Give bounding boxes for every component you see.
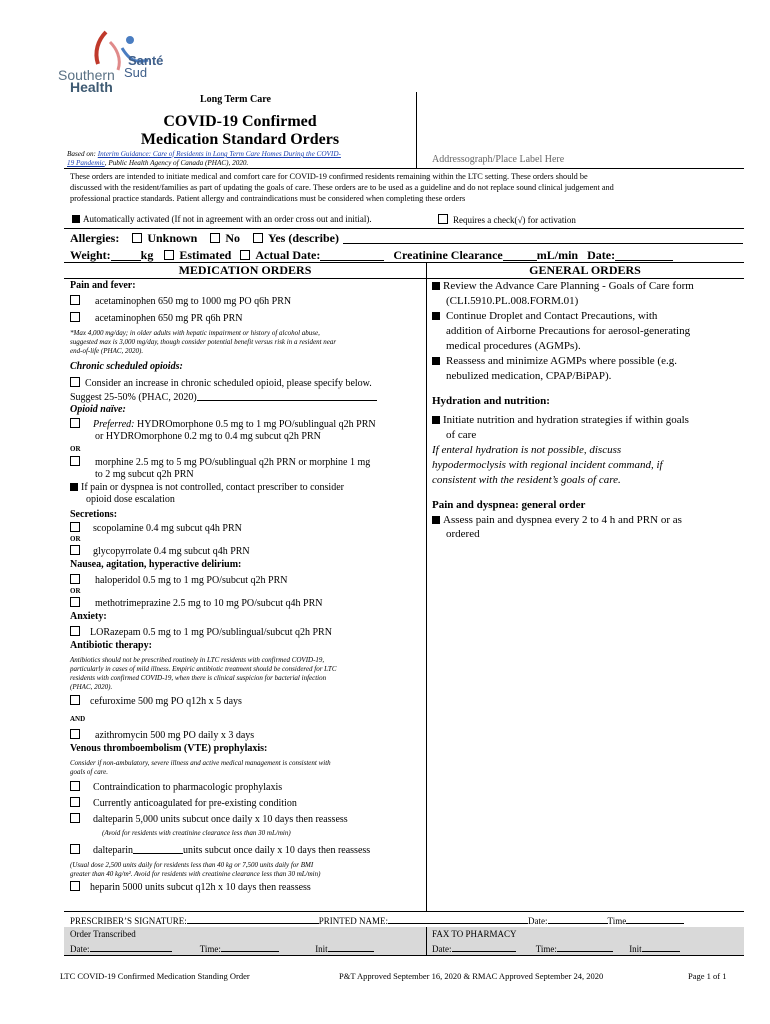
antibiotic-order-2-text: azithromycin 500 mg PO daily x 3 days bbox=[95, 730, 255, 741]
source-link[interactable]: Interim Guidance: Care of Residents in Long Term Care Homes During the COVID- bbox=[97, 150, 341, 158]
footer-page: Page 1 of 1 bbox=[688, 971, 727, 981]
auto-activated-text: Automatically activated (If not in agreement with an order cross out and initial). bbox=[83, 214, 372, 224]
transcribed-init-label: Init bbox=[315, 944, 328, 954]
nausea-order-2-text: methotrimeprazine 2.5 mg to 10 mg PO/subcut q4h PRN bbox=[95, 598, 323, 609]
general-order-2 bbox=[432, 310, 742, 323]
antibiotic-note-3: residents with confirmed COVID-19, when there is clinical suspicion for bacterial infection bbox=[70, 674, 327, 682]
pain-dyspnea-heading: Pain and dyspnea: general order bbox=[432, 499, 586, 511]
morphine-order bbox=[70, 456, 422, 469]
footer-left: LTC COVID-19 Confirmed Medication Standing Order bbox=[60, 971, 250, 981]
fax-to-pharmacy bbox=[432, 929, 742, 955]
filled-square-icon bbox=[432, 357, 440, 365]
transcribed-time-label: Time: bbox=[199, 944, 221, 954]
pain-note-1: *Max 4,000 mg/day; in older adults with hepatic impairment or history of alcohol abuse, bbox=[70, 329, 320, 337]
transcribed-date-field[interactable] bbox=[90, 942, 172, 952]
or-label-2: OR bbox=[70, 535, 81, 543]
dyspnea-order-text: If pain or dyspnea is not controlled, contact prescriber to consider bbox=[81, 482, 344, 493]
chronic-order-text: Consider an increase in chronic scheduled opioid, please specify below. bbox=[85, 378, 372, 389]
fax-date-field[interactable] bbox=[452, 942, 516, 952]
source-citation bbox=[67, 150, 412, 168]
order-transcribed-fields bbox=[70, 942, 420, 955]
source-prefix: Based on: bbox=[67, 150, 98, 158]
nausea-order-1 bbox=[70, 574, 422, 587]
vte-note bbox=[70, 759, 422, 777]
general-order-1-text: Review the Advance Care Planning - Goals of Care form bbox=[443, 280, 694, 292]
intro-top-border bbox=[64, 168, 744, 169]
vte-order-3 bbox=[70, 813, 422, 826]
general-order-3-text-2: nebulized medication, CPAP/BiPAP). bbox=[446, 370, 612, 382]
title-line-1: COVID-19 Confirmed bbox=[163, 113, 317, 130]
vte-note-1: Consider if non-ambulatory, severe illness and active medical management is consistent with bbox=[70, 759, 331, 767]
chronic-specify-field[interactable] bbox=[197, 390, 377, 401]
requires-check-note bbox=[438, 214, 576, 226]
creatinine-label: Creatinine Clearance bbox=[393, 248, 503, 262]
filled-square-icon bbox=[70, 483, 78, 491]
pain-order-1 bbox=[70, 295, 422, 308]
hydration-note-3: consistent with the resident’s goals of care. bbox=[432, 474, 621, 486]
creatinine-field[interactable] bbox=[503, 248, 537, 261]
chronic-order-checkbox[interactable] bbox=[70, 377, 80, 387]
general-order-2-text-3: medical procedures (AGMPs). bbox=[446, 340, 581, 352]
logo-sud: Sud bbox=[124, 65, 148, 80]
signature-row bbox=[70, 914, 742, 927]
intro-text bbox=[70, 171, 742, 204]
antibiotic-note-1: Antibiotics should not be prescribed routinely in LTC residents with confirmed COVID-19, bbox=[70, 656, 325, 664]
pain-order-1-text: acetaminophen 650 mg to 1000 mg PO q6h PRN bbox=[95, 296, 292, 307]
pain-order-2 bbox=[70, 312, 422, 325]
transcribed-time-field[interactable] bbox=[221, 942, 279, 952]
weight-label: Weight: bbox=[70, 248, 111, 262]
actual-date-field[interactable] bbox=[320, 248, 384, 261]
column-divider bbox=[426, 262, 427, 912]
columns-header-bottom bbox=[64, 278, 744, 279]
pain-dyspnea-order-text: Assess pain and dyspnea every 2 to 4 h and PRN or as bbox=[443, 514, 682, 526]
fax-time-label: Time: bbox=[535, 944, 557, 954]
vte-order-3-checkbox[interactable] bbox=[70, 813, 80, 823]
hydration-note-2: hypodermoclysis with regional incident command, if bbox=[432, 459, 663, 471]
vte-order-5-text: heparin 5000 units subcut q12h x 10 days then reassess bbox=[90, 882, 311, 893]
weight-field[interactable] bbox=[111, 248, 141, 261]
general-order-2-text: Continue Droplet and Contact Precautions, with bbox=[446, 310, 658, 322]
general-order-1-text-2: (CLI.5910.PL.008.FORM.01) bbox=[446, 295, 579, 307]
logo-southern: Southern bbox=[58, 67, 115, 83]
creatinine-date-label: Date: bbox=[587, 248, 616, 262]
filled-square-icon bbox=[432, 282, 440, 290]
transcription-divider bbox=[426, 927, 427, 955]
pain-dyspnea-order bbox=[432, 514, 742, 527]
logo-health: Health bbox=[70, 79, 113, 95]
signature-bottom-border bbox=[64, 955, 744, 956]
anxiety-order bbox=[70, 626, 422, 639]
pain-order-1-checkbox[interactable] bbox=[70, 295, 80, 305]
addressograph-divider bbox=[416, 92, 417, 168]
vte-order-1-text: Contraindication to pharmacologic prophylaxis bbox=[93, 782, 283, 793]
hydration-heading: Hydration and nutrition: bbox=[432, 395, 550, 407]
morphine-order-checkbox[interactable] bbox=[70, 456, 80, 466]
pain-note-2: suggested max is 3,000 mg/day, though consider potential benefit versus risk in a resident near bbox=[70, 338, 337, 346]
vte-note-2: goals of care. bbox=[70, 768, 109, 776]
vte-order-3-text: dalteparin 5,000 units subcut once daily x 10 days then reassess bbox=[93, 814, 348, 825]
signature-time-field[interactable] bbox=[626, 914, 684, 924]
pain-fever-heading: Pain and fever: bbox=[70, 280, 136, 291]
allergy-no-checkbox[interactable] bbox=[210, 233, 220, 243]
general-order-3 bbox=[432, 355, 742, 368]
allergy-unknown-checkbox[interactable] bbox=[132, 233, 142, 243]
anxiety-order-text: LORazepam 0.5 mg to 1 mg PO/sublingual/subcut q2h PRN bbox=[90, 627, 332, 638]
vte-order-5 bbox=[70, 881, 422, 894]
requires-check-text: Requires a check(√) for activation bbox=[453, 215, 576, 225]
vte-order-4-note-1: (Usual dose 2,500 units daily for residents less than 40 kg or 7,500 units daily for BMI bbox=[70, 861, 314, 869]
preferred-order-text: HYDROmorphone 0.5 mg to 1 mg PO/sublingual q2h PRN bbox=[134, 419, 376, 430]
antibiotic-heading: Antibiotic therapy: bbox=[70, 640, 152, 651]
filled-square-icon bbox=[432, 516, 440, 524]
order-transcribed bbox=[70, 929, 420, 955]
dyspnea-order bbox=[70, 482, 422, 494]
secretions-order-1-text: scopolamine 0.4 mg subcut q4h PRN bbox=[93, 523, 242, 534]
antibiotic-order-2 bbox=[70, 729, 422, 742]
or-label-1: OR bbox=[70, 445, 81, 453]
pain-order-2-text: acetaminophen 650 mg PR q6h PRN bbox=[95, 313, 243, 324]
estimated-label: Estimated bbox=[179, 248, 232, 262]
pain-note bbox=[70, 329, 422, 356]
general-order-1 bbox=[432, 280, 742, 293]
opioid-naive-heading: Opioid naïve: bbox=[70, 404, 126, 415]
vte-order-2 bbox=[70, 797, 422, 810]
general-order-3-text: Reassess and minimize AGMPs where possible (e.g. bbox=[446, 355, 677, 367]
chronic-order-2 bbox=[70, 390, 422, 404]
allergy-describe-line bbox=[343, 243, 743, 244]
vte-order-4-text: dalteparin bbox=[93, 845, 133, 856]
morphine-order-text-2: to 2 mg subcut q2h PRN bbox=[95, 469, 194, 480]
antibiotic-order-1-checkbox[interactable] bbox=[70, 695, 80, 705]
fax-date-label: Date: bbox=[432, 944, 452, 954]
secretions-order-2-text: glycopyrrolate 0.4 mg subcut q4h PRN bbox=[93, 546, 250, 557]
allergy-unknown-label: Unknown bbox=[147, 231, 198, 245]
allergies-label: Allergies: bbox=[70, 231, 120, 245]
vte-order-4-text-2: units subcut once daily x 10 days then reassess bbox=[182, 845, 371, 856]
preferred-label: Preferred: bbox=[93, 419, 135, 430]
vte-order-2-text: Currently anticoagulated for pre-existing condition bbox=[93, 798, 297, 809]
medication-orders-column bbox=[70, 280, 422, 894]
pain-order-2-checkbox[interactable] bbox=[70, 312, 80, 322]
nausea-order-1-checkbox[interactable] bbox=[70, 574, 80, 584]
printed-name-label: PRINTED NAME: bbox=[318, 916, 389, 926]
hydration-note-1: If enteral hydration is not possible, discuss bbox=[432, 444, 622, 456]
actual-date-label: Actual Date: bbox=[255, 248, 321, 262]
preferred-order-checkbox[interactable] bbox=[70, 418, 80, 428]
antibiotic-note-2: particularly in cases of mild illness. Empiric antibiotic treatment should be considered for LTC bbox=[70, 665, 337, 673]
fax-time-field[interactable] bbox=[557, 942, 613, 952]
allergy-yes-checkbox[interactable] bbox=[253, 233, 263, 243]
nausea-order-2-checkbox[interactable] bbox=[70, 597, 80, 607]
page-title bbox=[90, 113, 390, 149]
source-link-2[interactable]: 19 Pandemic bbox=[67, 159, 105, 167]
intro-line-1: These orders are intended to initiate medical and comfort care for COVID-19 confirmed residents remaining within the LTC setting. These orders should be bbox=[70, 172, 588, 181]
antibiotic-order-1-text: cefuroxime 500 mg PO q12h x 5 days bbox=[90, 696, 242, 707]
vte-order-2-checkbox[interactable] bbox=[70, 797, 80, 807]
antibiotic-order-1 bbox=[70, 695, 422, 708]
antibiotic-note bbox=[70, 656, 422, 692]
weight-actual-checkbox[interactable] bbox=[240, 250, 250, 260]
chronic-opioids-heading: Chronic scheduled opioids: bbox=[70, 361, 183, 372]
signature-date-field[interactable] bbox=[548, 914, 608, 924]
vte-order-5-checkbox[interactable] bbox=[70, 881, 80, 891]
and-label: AND bbox=[70, 715, 86, 723]
weight-estimated-checkbox[interactable] bbox=[164, 250, 174, 260]
hydration-order-text-2: of care bbox=[446, 429, 477, 441]
chronic-order-suggest: Suggest 25-50% (PHAC, 2020) bbox=[70, 392, 197, 403]
intro-line-2: discussed with the resident/families as part of updating the goals of care. These orders are to be used as a guideline and do not replace sound clinical judgement and bbox=[70, 183, 614, 192]
antibiotic-order-2-checkbox[interactable] bbox=[70, 729, 80, 739]
general-order-2-text-2: addition of Airborne Precautions for aerosol-generating bbox=[446, 325, 691, 337]
anxiety-order-checkbox[interactable] bbox=[70, 626, 80, 636]
pain-dyspnea-order-text-2: ordered bbox=[446, 528, 480, 540]
fax-fields bbox=[432, 942, 742, 955]
allergy-no-label: No bbox=[225, 231, 241, 245]
nausea-heading: Nausea, agitation, hyperactive delirium: bbox=[70, 559, 242, 570]
anxiety-heading: Anxiety: bbox=[70, 611, 107, 622]
nausea-order-1-text: haloperidol 0.5 mg to 1 mg PO/subcut q2h PRN bbox=[95, 575, 288, 586]
hydration-order bbox=[432, 414, 742, 427]
source-suffix: , Public Health Agency of Canada (PHAC), 2020. bbox=[104, 159, 249, 167]
vte-order-4-note-2: greater than 40 kg/m². Avoid for residents with creatinine clearance less than 30 mL/min) bbox=[70, 870, 321, 878]
addressograph-label: Addressograph/Place Label Here bbox=[432, 154, 565, 165]
dalteparin-dose-field[interactable] bbox=[133, 843, 183, 854]
vte-order-1 bbox=[70, 781, 422, 794]
fax-to-pharmacy-label: FAX TO PHARMACY bbox=[432, 929, 517, 939]
transcribed-date-label: Date: bbox=[70, 944, 90, 954]
antibiotic-note-4: (PHAC, 2020). bbox=[70, 683, 113, 691]
auto-activated-note bbox=[72, 214, 372, 225]
prescriber-signature-field[interactable] bbox=[187, 914, 319, 924]
fax-init-label: Init bbox=[629, 944, 642, 954]
title-line-2: Medication Standard Orders bbox=[140, 131, 340, 148]
allergy-yes-label: Yes (describe) bbox=[268, 231, 339, 245]
ltc-label: Long Term Care bbox=[200, 94, 271, 105]
creatinine-date-field[interactable] bbox=[615, 248, 673, 261]
order-transcribed-label: Order Transcribed bbox=[70, 929, 136, 939]
or-label-3: OR bbox=[70, 587, 81, 595]
intro-bottom-border bbox=[64, 228, 744, 229]
preferred-order bbox=[70, 418, 422, 431]
vte-order-3-note: (Avoid for residents with creatinine clearance less than 30 mL/min) bbox=[102, 829, 291, 837]
fax-init-field[interactable] bbox=[642, 942, 680, 952]
secretions-order-1-checkbox[interactable] bbox=[70, 522, 80, 532]
vte-order-4 bbox=[70, 843, 422, 857]
medication-orders-heading: MEDICATION ORDERS bbox=[178, 263, 312, 277]
morphine-order-text: morphine 2.5 mg to 5 mg PO/sublingual q2h PRN or morphine 1 mg bbox=[95, 457, 371, 468]
secretions-heading: Secretions: bbox=[70, 509, 118, 520]
vte-order-4-checkbox[interactable] bbox=[70, 844, 80, 854]
vte-heading: Venous thromboembolism (VTE) prophylaxis: bbox=[70, 743, 268, 754]
general-orders-column bbox=[432, 280, 742, 541]
preferred-order-text-2: or HYDROmorphone 0.2 mg to 0.4 mg subcut q2h PRN bbox=[95, 431, 321, 442]
kg-label: kg bbox=[140, 248, 154, 262]
filled-square-icon bbox=[72, 215, 80, 223]
hydration-order-text: Initiate nutrition and hydration strategies if within goals bbox=[443, 414, 689, 426]
filled-square-icon bbox=[432, 312, 440, 320]
mlmin-label: mL/min bbox=[536, 248, 579, 262]
vte-order-1-checkbox[interactable] bbox=[70, 781, 80, 791]
filled-square-icon bbox=[432, 416, 440, 424]
logo bbox=[58, 30, 168, 96]
secretions-order-2 bbox=[70, 545, 422, 558]
nausea-order-2 bbox=[70, 597, 422, 610]
signature-date-label: Date: bbox=[528, 916, 548, 926]
secretions-order-1 bbox=[70, 522, 422, 535]
weight-row bbox=[70, 248, 750, 262]
transcribed-init-field[interactable] bbox=[328, 942, 374, 952]
printed-name-field[interactable] bbox=[388, 914, 528, 924]
dyspnea-order-text-2: opioid dose escalation bbox=[86, 494, 175, 505]
pain-note-3: end-of-life (PHAC, 2020). bbox=[70, 347, 144, 355]
signature-top-border bbox=[64, 911, 744, 912]
signature-time-label: Time bbox=[607, 916, 627, 926]
general-orders-heading: GENERAL ORDERS bbox=[529, 263, 641, 277]
intro-line-3: professional practice standards. Patient allergy and contraindications must be considered when completing these orders bbox=[70, 194, 466, 203]
empty-checkbox-icon bbox=[438, 214, 448, 224]
secretions-order-2-checkbox[interactable] bbox=[70, 545, 80, 555]
vte-order-4-note bbox=[70, 861, 422, 879]
footer-center: P&T Approved September 16, 2020 & RMAC Approved September 24, 2020 bbox=[339, 971, 604, 981]
logo-sante: Santé bbox=[128, 53, 164, 68]
prescriber-signature-label: PRESCRIBER’S SIGNATURE: bbox=[70, 916, 187, 926]
chronic-order bbox=[70, 377, 422, 390]
